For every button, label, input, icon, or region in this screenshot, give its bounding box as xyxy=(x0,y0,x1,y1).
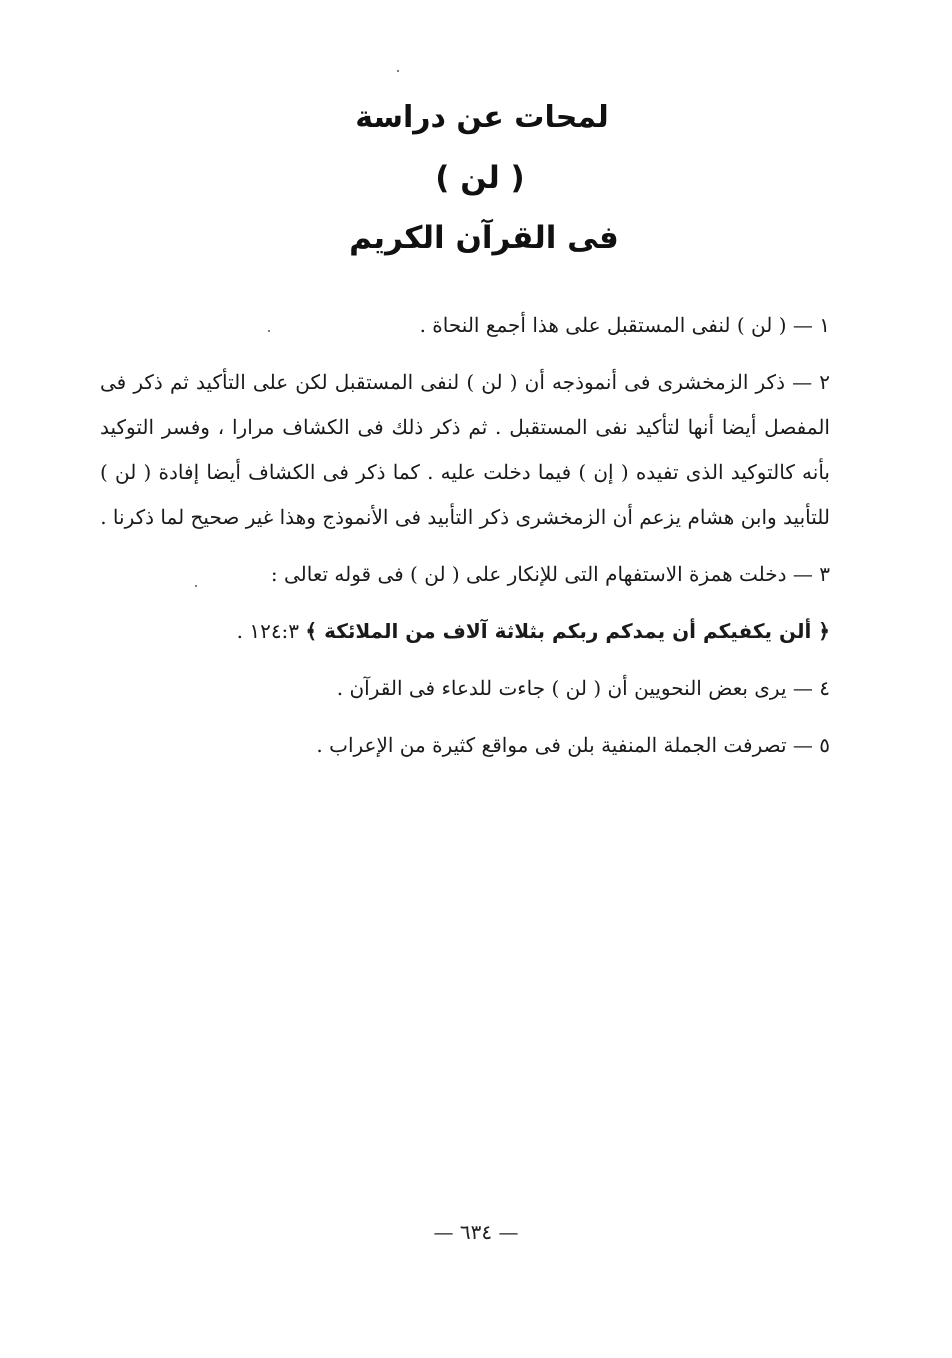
scan-speck xyxy=(195,585,197,587)
scan-speck xyxy=(268,330,270,332)
verse-reference: ١٢٤:٣ . xyxy=(236,619,300,643)
item-text: يرى بعض النحويين أن ( لن ) جاءت للدعاء فى القرآن . xyxy=(336,676,787,700)
item-4 xyxy=(100,666,830,711)
scan-speck xyxy=(397,70,399,72)
page-number: — ٦٣٤ — xyxy=(433,1220,519,1244)
item-text: دخلت همزة الاستفهام التى للإنكار على ( لن ) فى قوله تعالى : xyxy=(270,562,787,586)
item-text: ( لن ) لنفى المستقبل على هذا أجمع النحاة . xyxy=(419,313,787,337)
item-number: ٣ — xyxy=(792,562,830,586)
item-number: ٤ — xyxy=(792,676,830,700)
item-number: ١ — xyxy=(792,313,830,337)
item-1 xyxy=(100,303,830,348)
item-2 xyxy=(100,360,830,540)
title-line-3: فى القرآن الكريم xyxy=(349,220,619,256)
item-number: ٢ — xyxy=(792,370,831,394)
item-text: ذكر الزمخشرى فى أنموذجه أن ( لن ) لنفى المستقبل لكن على التأكيد ثم ذكر فى المفصل أيضا أنها لتأكيد نفى المستقبل . ثم ذكر ذلك فى الكشاف مرارا ، وفسر التوكيد بأنه كالتوكيد الذى تفيده ( إن ) فيما دخلت عليه . كما ذكر فى الكشاف أيضا إفادة ( لن ) للتأبيد وابن هشام يزعم أن الزمخشرى ذكر التأبيد فى الأنموذج وهذا غير صحيح لما ذكرنا . xyxy=(100,370,830,529)
quran-verse xyxy=(100,609,830,654)
title-line-2: ( لن ) xyxy=(435,160,525,196)
item-number: ٥ — xyxy=(792,733,830,757)
verse-text: ﴿ ألن يكفيكم أن يمدكم ربكم بثلاثة آلاف من الملائكة ﴾ xyxy=(305,619,830,643)
title-line-1: لمحات عن دراسة xyxy=(355,100,609,135)
item-text: تصرفت الجملة المنفية بلن فى مواقع كثيرة من الإعراب . xyxy=(316,733,787,757)
body-text xyxy=(100,303,830,768)
item-5 xyxy=(100,723,830,768)
item-3 xyxy=(100,552,830,597)
